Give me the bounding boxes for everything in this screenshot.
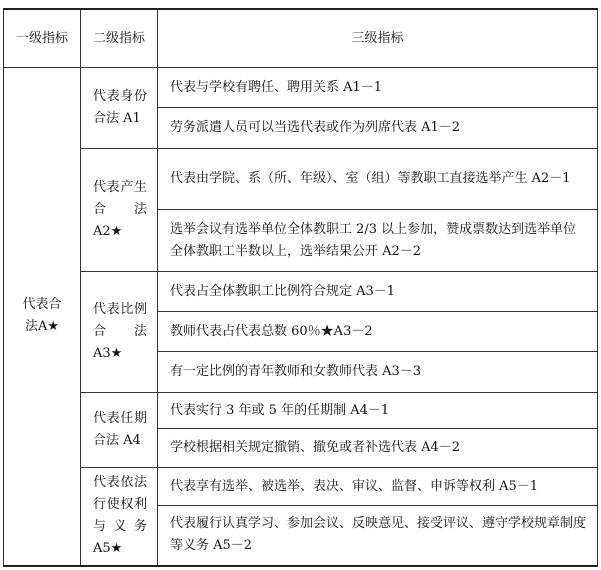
- table-row: [4, 149, 598, 210]
- level3-cell: 代表由学院、系（所、年级）、室（组）等教职工直接选举产生 A2－1: [158, 149, 598, 210]
- level3-cell: 代表享有选举、被选举、表决、审议、监督、申诉等权利 A5－1: [158, 468, 598, 506]
- level3-cell: 有一定比例的青年教师和女教师代表 A3－3: [158, 352, 598, 393]
- level3-cell: 劳务派遣人员可以当选代表或作为列席代表 A1－2: [158, 108, 598, 149]
- level3-cell: 代表实行 3 年或 5 年的任期制 A4－1: [158, 393, 598, 429]
- level3-cell: 代表与学校有聘任、聘用关系 A1－1: [158, 68, 598, 108]
- table-row: [4, 393, 598, 429]
- level3-cell: 学校根据相关规定撤销、撤免或者补选代表 A4－2: [158, 429, 598, 468]
- level3-cell: 代表履行认真学习、参加会议、反映意见、接受评议、遵守学校规章制度等义务 A5－2: [158, 506, 598, 566]
- table-row: [4, 468, 598, 506]
- level2-cell-a3: 代表比例合法 A3★: [81, 272, 158, 393]
- level1-cell: 代表合法A★: [4, 68, 81, 566]
- header-level3: 三级指标: [158, 9, 598, 68]
- header-row: [4, 9, 598, 68]
- level3-cell: 教师代表占代表总数 60％★A3－2: [158, 312, 598, 352]
- indicator-table: [3, 8, 598, 567]
- level2-cell-a5: 代表依法行使权利与义务 A5★: [81, 468, 158, 566]
- header-level2: 二级指标: [81, 9, 158, 68]
- level2-cell-a2: 代表产生合法 A2★: [81, 149, 158, 272]
- header-level1: 一级指标: [4, 9, 81, 68]
- table-row: [4, 272, 598, 312]
- level3-cell: 代表占全体教职工比例符合规定 A3－1: [158, 272, 598, 312]
- level2-cell-a1: 代表身份合法 A1: [81, 68, 158, 149]
- level3-cell: 选举会议有选举单位全体教职工 2/3 以上参加，赞成票数达到选举单位全体教职工半数以上，选举结果公开 A2－2: [158, 210, 598, 272]
- level2-cell-a4: 代表任期合法 A4: [81, 393, 158, 468]
- table-row: [4, 68, 598, 108]
